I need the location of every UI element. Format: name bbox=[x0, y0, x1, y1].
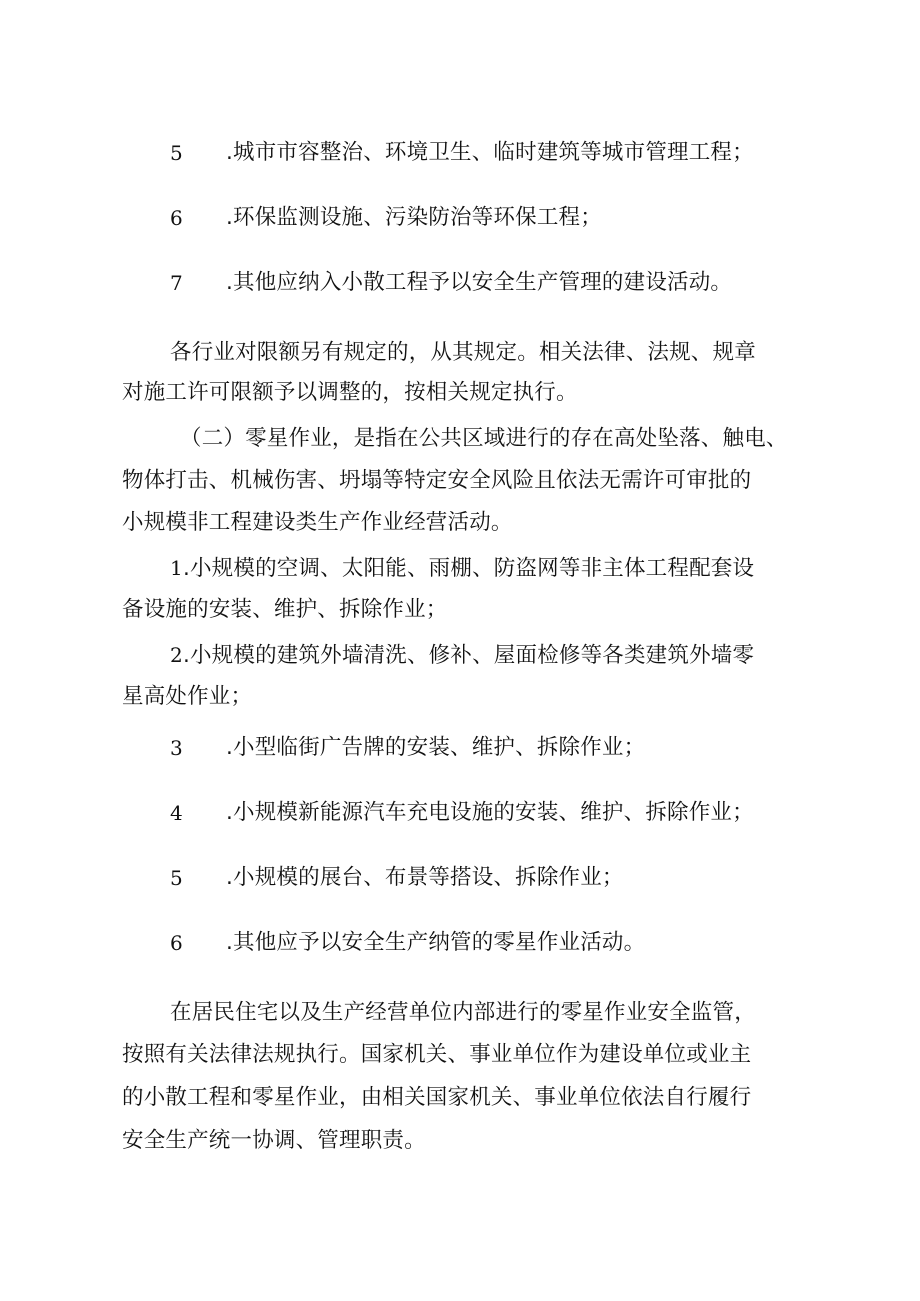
paragraph-line: 小规模非工程建设类生产作业经营活动。 bbox=[122, 510, 513, 535]
list-item-text: .小规模的建筑外墙清洗、修补、屋面检修等各类建筑外墙零 bbox=[182, 643, 755, 668]
list-number: 2 bbox=[170, 643, 183, 667]
paragraph-line: 的小散工程和零星作业，由相关国家机关、事业单位依法自行履行 bbox=[122, 1085, 752, 1110]
paragraph-line: 按照有关法律法规执行。国家机关、事业单位作为建设单位或业主 bbox=[122, 1042, 752, 1067]
paragraph-line: （二）零星作业，是指在公共区域进行的存在高处坠落、触电、 bbox=[180, 426, 788, 451]
list-number: 1 bbox=[170, 556, 183, 580]
paragraph-line: 在居民住宅以及生产经营单位内部进行的零星作业安全监管， bbox=[170, 1000, 756, 1025]
paragraph-line: 对施工许可限额予以调整的，按相关规定执行。 bbox=[122, 380, 578, 405]
list-item-text: .环保监测设施、污染防治等环保工程； bbox=[226, 205, 602, 230]
list-item-text: .小规模新能源汽车充电设施的安装、维护、拆除作业； bbox=[226, 800, 754, 825]
list-item-text: .小规模的空调、太阳能、雨棚、防盗网等非主体工程配套设 bbox=[182, 556, 755, 581]
paragraph-line: 各行业对限额另有规定的，从其规定。相关法律、法规、规章 bbox=[170, 340, 756, 365]
list-item bbox=[170, 553, 860, 584]
paragraph-line: 安全生产统一协调、管理职责。 bbox=[122, 1128, 426, 1153]
list-number: 3 bbox=[170, 736, 183, 760]
list-item-continuation: 备设施的安装、维护、拆除作业； bbox=[122, 597, 448, 622]
list-item-text: .城市市容整治、环境卫生、临时建筑等城市管理工程； bbox=[226, 140, 754, 165]
list-item-text: .小规模的展台、布景等搭设、拆除作业； bbox=[226, 865, 624, 890]
list-number: 7 bbox=[170, 271, 183, 295]
list-item-text: .其他应纳入小散工程予以安全生产管理的建设活动。 bbox=[226, 270, 733, 295]
list-item-continuation: 星高处作业； bbox=[122, 684, 253, 709]
list-number: 6 bbox=[170, 206, 183, 230]
list-item bbox=[170, 640, 860, 671]
list-item-text: .小型临街广告牌的安装、维护、拆除作业； bbox=[226, 735, 646, 760]
list-number: 5 bbox=[170, 141, 183, 165]
list-number: 6 bbox=[170, 931, 183, 955]
list-number: 4 bbox=[170, 801, 183, 825]
paragraph-line: 物体打击、机械伤害、坍塌等特定安全风险且依法无需许可审批的 bbox=[122, 468, 752, 493]
list-number: 5 bbox=[170, 866, 183, 890]
list-item-text: .其他应予以安全生产纳管的零星作业活动。 bbox=[226, 930, 646, 955]
